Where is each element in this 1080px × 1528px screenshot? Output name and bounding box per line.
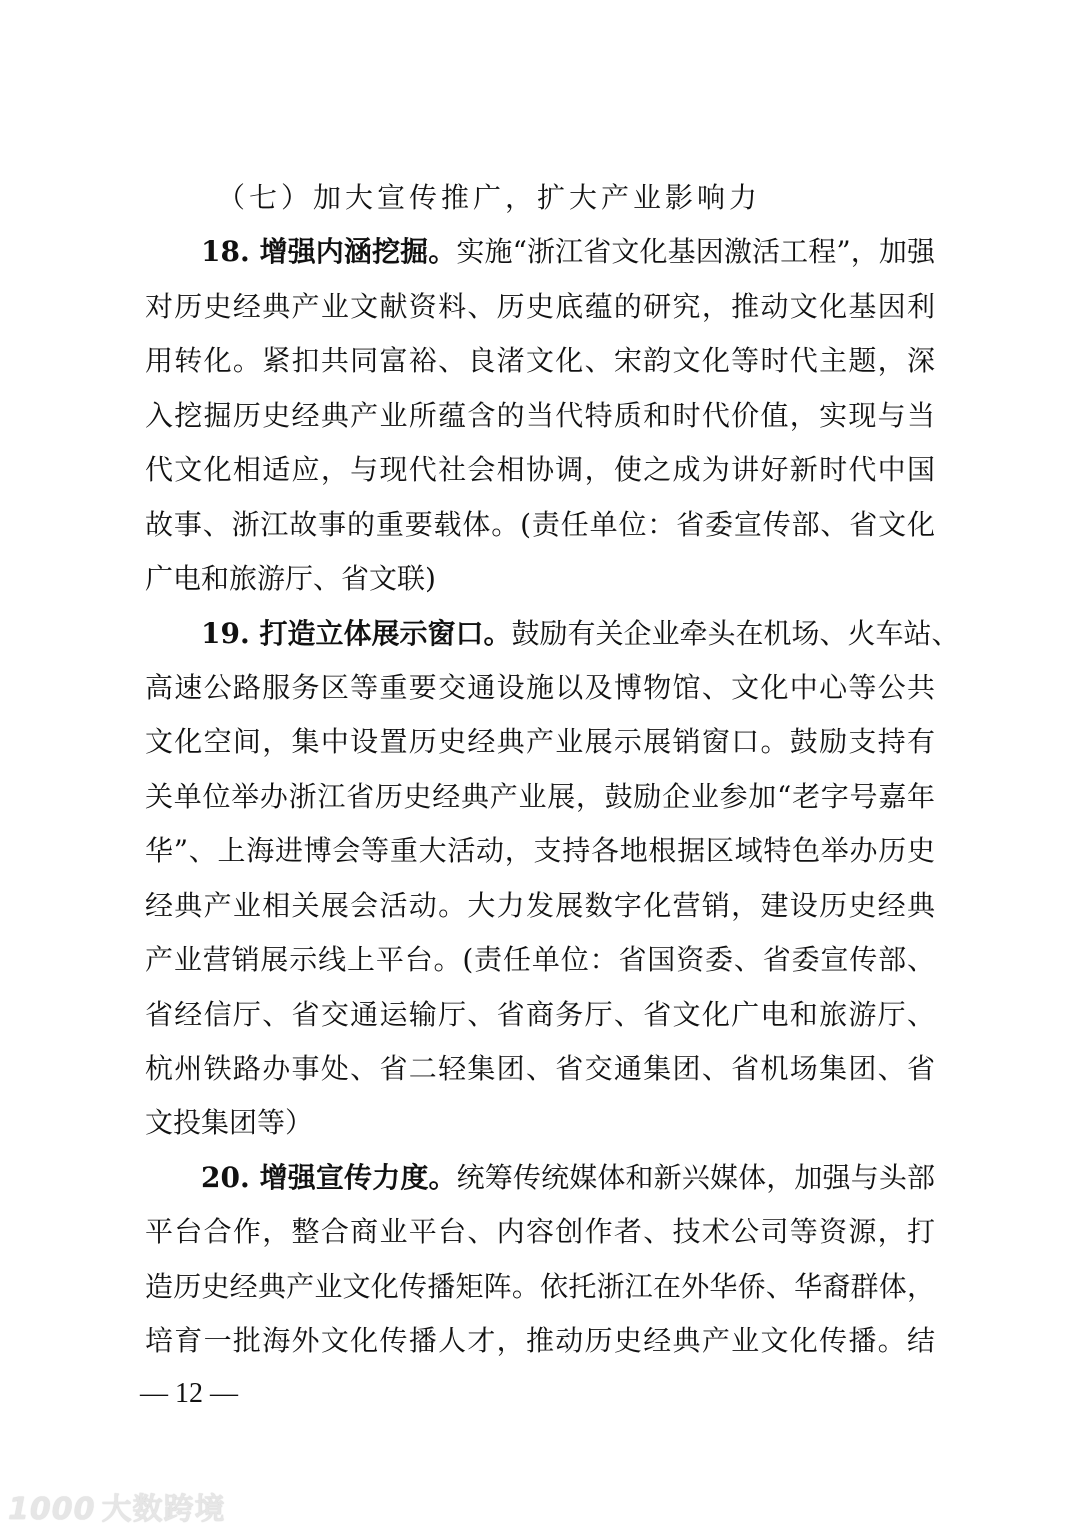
text-line: [145, 1205, 935, 1259]
text-line: [145, 1151, 935, 1205]
line-text: 经典产业相关展会活动。大力发展数字化营销，建设历史经典: [145, 888, 935, 922]
text-line: [145, 607, 960, 661]
text-line: [145, 879, 935, 933]
line-text: 入挖掘历史经典产业所蕴含的当代特质和时代价值，实现与当: [145, 398, 935, 432]
text-line: [145, 1314, 935, 1368]
text-line: [145, 824, 935, 878]
text-line: [145, 715, 935, 769]
text-line: [145, 988, 935, 1042]
item-title: 19. 打造立体展示窗口。: [201, 616, 512, 650]
text-line: [145, 552, 935, 606]
text-line: [145, 933, 935, 987]
text-line: [145, 498, 935, 552]
text-line: [145, 280, 935, 334]
line-text: 广电和旅游厅、省文联): [145, 562, 436, 596]
line-text: 文化空间，集中设置历史经典产业展示展销窗口。鼓励支持有: [145, 725, 935, 759]
text-line: [145, 661, 935, 715]
document-body: [145, 171, 960, 1369]
line-text: 省经信厅、省交通运输厅、省商务厅、省文化广电和旅游厅、: [145, 997, 935, 1031]
line-text: 产业营销展示线上平台。(责任单位：省国资委、省委宣传部、: [145, 943, 935, 977]
line-text: 造历史经典产业文化传播矩阵。依托浙江在外华侨、华裔群体，: [145, 1269, 935, 1303]
line-text: 培育一批海外文化传播人才，推动历史经典产业文化传播。结: [145, 1324, 935, 1358]
line-text: 代文化相适应，与现代社会相协调，使之成为讲好新时代中国: [145, 453, 935, 487]
text-line: [145, 1260, 935, 1314]
text-line: [145, 770, 935, 824]
line-text: 对历史经典产业文献资料、历史底蕴的研究，推动文化基因利: [145, 289, 935, 323]
line-text: 实施“浙江省文化基因激活工程”，加强: [456, 235, 935, 269]
line-text: 平台合作，整合商业平台、内容创作者、技术公司等资源，打: [145, 1215, 935, 1249]
item-title: 18. 增强内涵挖掘。: [201, 235, 457, 269]
page-number: — 12 —: [140, 1378, 238, 1409]
watermark-text: 大数跨境: [101, 1492, 226, 1527]
text-line: [145, 334, 935, 388]
line-text: 关单位举办浙江省历史经典产业展，鼓励企业参加“老字号嘉年: [145, 779, 935, 813]
line-text: 统筹传统媒体和新兴媒体，加强与头部: [456, 1160, 935, 1194]
line-text: 鼓励有关企业牵头在机场、火车站、: [511, 616, 960, 650]
watermark: [8, 1484, 226, 1528]
text-line: [145, 389, 935, 443]
line-text: 高速公路服务区等重要交通设施以及博物馆、文化中心等公共: [145, 670, 935, 704]
line-text: 故事、浙江故事的重要载体。(责任单位：省委宣传部、省文化: [145, 507, 935, 541]
text-line: [145, 225, 935, 279]
text-line: [145, 443, 935, 497]
text-line: [145, 1096, 935, 1150]
line-text: 用转化。紧扣共同富裕、良渚文化、宋韵文化等时代主题，深: [145, 344, 935, 378]
line-text: （七）加大宣传推广，扩大产业影响力: [217, 181, 762, 214]
text-line: [145, 1042, 935, 1096]
item-title: 20. 增强宣传力度。: [201, 1160, 457, 1194]
line-text: 华”、上海进博会等重大活动，支持各地根据区域特色举办历史: [145, 834, 935, 868]
section-heading: [145, 171, 935, 225]
line-text: 文投集团等）: [145, 1106, 314, 1140]
line-text: 杭州铁路办事处、省二轻集团、省交通集团、省机场集团、省: [145, 1052, 935, 1085]
watermark-logo: 1000: [8, 1492, 96, 1527]
